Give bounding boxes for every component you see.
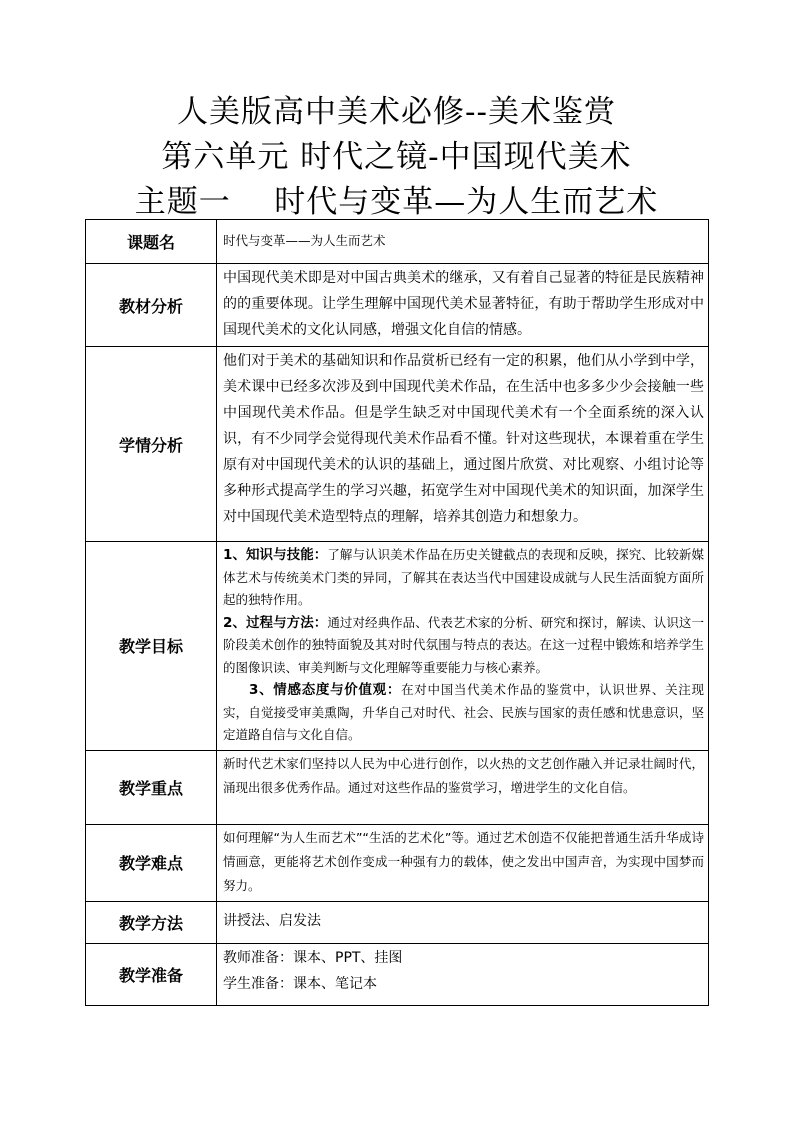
content-goals (217, 542, 709, 751)
content-keypoints: 新时代艺术家们坚持以人民为中心进行创作，以火热的文艺创作融入并记录壮阔时代，涌现出很多优秀作品。通过对这些作品的鉴赏学习，增进学生的文化自信。 (217, 750, 709, 824)
goal-process (223, 612, 704, 680)
label-keypoints: 教学重点 (86, 750, 217, 824)
goal-attitude-title: 3、情感态度与价值观： (249, 682, 402, 698)
row-material (86, 264, 709, 347)
document-title-block (0, 90, 793, 225)
content-difficulties: 如何理解“为人生而艺术”“生活的艺术化”等。通过艺术创造不仅能把普通生活升华成诗情画意，更能将艺术创作变成一种强有力的载体，使之发出中国声音，为实现中国梦而努力。 (217, 824, 709, 901)
goal-knowledge-title: 1、知识与技能： (223, 547, 328, 563)
lesson-plan-table (85, 219, 709, 1006)
label-material: 教材分析 (86, 264, 217, 347)
prep-teacher: 教师准备：课本、PPT、挂图 (223, 949, 403, 966)
content-preparation (217, 943, 709, 1005)
goal-knowledge (223, 544, 704, 612)
label-methods: 教学方法 (86, 901, 217, 943)
label-topic: 课题名 (86, 220, 217, 264)
goal-attitude-text: 在对中国当代美术作品的鉴赏中，认识世界、关注现实，自觉接受审美熏陶，升华自己对时代、社会、民族与国家的责任感和忧患意识，坚定道路自信与文化自信。 (223, 682, 704, 742)
title-line-2: 第六单元 时代之镜-中国现代美术 (161, 139, 632, 175)
row-students (86, 347, 709, 542)
label-difficulties: 教学难点 (86, 824, 217, 901)
content-methods: 讲授法、启发法 (217, 901, 709, 943)
row-preparation (86, 943, 709, 1005)
row-difficulties (86, 824, 709, 901)
content-material: 中国现代美术即是对中国古典美术的继承，又有着自己显著的特征是民族精神的的重要体现。让学生理解中国现代美术显著特征，有助于帮助学生形成对中国现代美术的文化认同感，增强文化自信的情感。 (217, 264, 709, 347)
content-students: 他们对于美术的基础知识和作品赏析已经有一定的积累，他们从小学到中学，美术课中已经多次涉及到中国现代美术作品，在生活中也多多少少会接触一些中国现代美术作品。但是学生缺乏对中国现代美术有一个全面系统的深入认识，有不少同学会觉得现代美术作品看不懂。针对这些现状，本课着重在学生原有对中国现代美术的认识的基础上，通过图片欣赏、对比观察、小组讨论等多种形式提高学生的学习兴趣，拓宽学生对中国现代美术的知识面，加深学生对中国现代美术造型特点的理解，培养其创造力和想象力。 (217, 347, 709, 542)
prep-student: 学生准备：课本、笔记本 (223, 975, 377, 992)
title-line-3: 主题一 时代与变革—为人生而艺术 (134, 184, 659, 220)
row-goals (86, 542, 709, 751)
row-keypoints (86, 750, 709, 824)
label-preparation: 教学准备 (86, 943, 217, 1005)
goal-attitude (223, 679, 704, 747)
content-topic: 时代与变革——为人生而艺术 (217, 220, 709, 264)
goal-knowledge-text: 了解与认识美术作品在历史关键截点的表现和反映，探究、比较新媒体艺术与传统美术门类的异同，了解其在表达当代中国建设成就与人民生活面貌方面所起的独特作用。 (223, 547, 704, 607)
label-students: 学情分析 (86, 347, 217, 542)
label-goals: 教学目标 (86, 542, 217, 751)
goal-process-title: 2、过程与方法： (223, 614, 328, 631)
row-methods (86, 901, 709, 943)
title-line-1: 人美版高中美术必修--美术鉴赏 (177, 94, 616, 130)
row-topic (86, 220, 709, 264)
goal-process-text: 通过对经典作品、代表艺术家的分析、研究和探讨，解读、认识这一阶段美术创作的独特面貌及其对时代氛围与特点的表达。在这一过程中锻炼和培养学生的图像识读、审美判断与文化理解等重要能力与核心素养。 (223, 614, 704, 675)
